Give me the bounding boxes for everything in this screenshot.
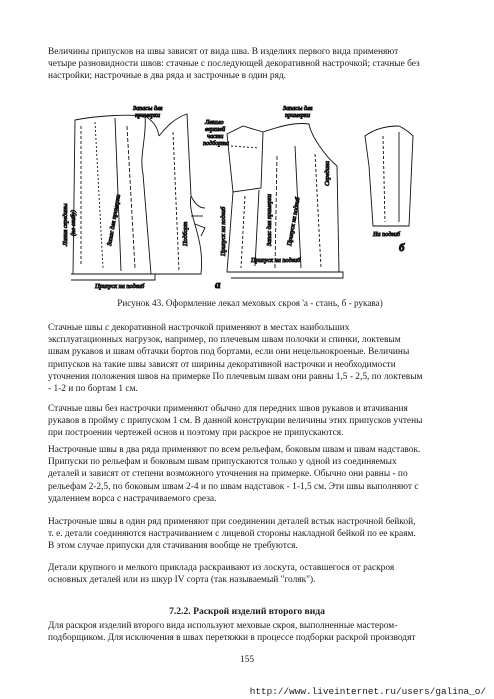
center-line-label: (по сгибу): [70, 210, 77, 236]
facing-note: Лекало: [205, 119, 224, 126]
paragraph-plain-seams: [48, 403, 448, 440]
text-line: Для раскроя изделий второго вида используют меховые скроя, выполненные мастером-: [48, 621, 398, 631]
facing-pattern-piece: [227, 126, 263, 192]
facing-note: подборта: [203, 140, 230, 147]
text-line: припусков на такие швы зависят от ширины декоративной настрочки и необходимости: [48, 359, 396, 370]
middle-line-label: Середина: [324, 161, 331, 186]
text-line: швам рукавов и швам обтачки бортов под бортами, если они нецельнокроеные. Величины: [48, 347, 410, 358]
figure-letter-a: а: [215, 279, 221, 291]
text-line: рельефам 2-2,5, по боковым швам 2-4 и по швам надставок - 1-1,5 см. Эти швы выполняют с: [48, 481, 419, 492]
center-line-label: Линия середины: [62, 203, 69, 246]
hem-allowance-label: Припуск на подгиб: [251, 257, 301, 264]
source-url[interactable]: http://www.liveinternet.ru/users/galina_o/: [249, 686, 486, 697]
section-heading: 7.2.2. Раскрой изделий второго вида: [169, 606, 325, 617]
text-line: четыре разновидности швов: стачные с последующей декоративной настрочкой; стачные без: [48, 59, 420, 70]
hem-allowance-label: Припуск на подгиб: [286, 196, 302, 247]
text-line: Настрочные швы в два ряда применяют по всем рельефам, боковым швам и швам надставок.: [48, 445, 421, 455]
text-line: Стачные швы без настрочки применяют обычно для передних швов рукавов и втачивания: [48, 404, 408, 414]
figure-caption: Рисунок 43. Оформление лекал меховых скроя 'а - стань, б - рукава): [117, 298, 383, 308]
sleeve-pattern-piece: [365, 126, 413, 226]
text-line: Настрочные швы в один ряд применяют при соединении деталей встык настрочной бейкой,: [48, 517, 416, 527]
pattern-figure: [55, 96, 445, 292]
front-pattern-piece: [155, 114, 205, 274]
text-line: Стачные швы с декоративной настрочкой применяют в местах наибольших: [48, 323, 350, 333]
text-line: т. е. детали соединяются настрачиванием с лицевой стороны накладной бейкой по ее краям.: [48, 529, 416, 540]
text-line: - 1-2 и по бортам 1 см.: [48, 384, 138, 395]
text-line: Детали крупного и мелкого приклада раскраивают из лоскута, оставшегося от раскроя: [48, 563, 395, 573]
text-line: настройки; настрочные в два ряда и застрочные в один ряд.: [48, 71, 287, 82]
fitting-allowance-label: Запас для примерки: [106, 193, 122, 247]
text-line: деталей и зависят от степени возможного уточнения на примерке. Обычно они равны - по: [48, 469, 408, 480]
hem-allowance-label: Припуск на подгиб: [95, 283, 145, 290]
text-line: основных деталей или из шкур IV сорта (так называемый "голяк").: [48, 575, 316, 586]
paragraph-one-row-seams: [48, 516, 448, 553]
sleeve-hem-label: На подгиб: [373, 231, 400, 238]
allowance-label: Запасы для: [133, 105, 163, 112]
paragraph-second-type-cutting: [48, 620, 448, 644]
allowance-label: примерки: [285, 112, 311, 119]
facing-note: части: [207, 133, 224, 140]
hem-allowance-label: Припуск на подгиб: [220, 206, 227, 256]
text-line: подборщиком. Для исключения в швах перетяжки в процессе подборки раскрой производят: [48, 633, 416, 644]
text-line: эксплуатационных нагрузок, например, по плечевым швам полочки и спинки, локтевым: [48, 335, 401, 346]
facing-label: Подборт: [182, 221, 189, 246]
allowance-label: примерки: [135, 112, 161, 119]
text-line: Припуски по рельефам и боковым швам припускаются только у одной из соединяемых: [48, 457, 397, 468]
text-line: уточнения положения швов на примерке По плечевым швам они равны 1,5 - 2,5, по локтевым: [48, 371, 423, 382]
paragraph-stitched-seams: [48, 322, 448, 395]
paragraph-trim-parts: [48, 562, 448, 586]
fitting-allowance-label: Запас для примерки: [266, 194, 273, 246]
paragraph-two-row-seams: [48, 444, 448, 505]
text-line: В этом случае припуски для стачивания вообще не требуются.: [48, 541, 298, 552]
paragraph-seam-allowances: [48, 46, 448, 83]
text-line: Величины припусков на швы зависят от вида шва. В изделиях первого вида применяют: [48, 47, 399, 57]
text-line: удалением ворса с настрачиваемого среза.: [48, 493, 217, 504]
facing-note: верхней: [205, 126, 226, 133]
text-line: рукавов в пройму с припуском 1 см. В данной конструкции величины этих припусков учтены: [48, 416, 423, 427]
allowance-label: Запасы для: [283, 105, 313, 112]
page-number: 155: [239, 655, 255, 665]
figure-letter-b: б: [399, 242, 405, 254]
text-line: при построении чертежей основ и поэтому при раскрое не припускаются.: [48, 428, 344, 439]
